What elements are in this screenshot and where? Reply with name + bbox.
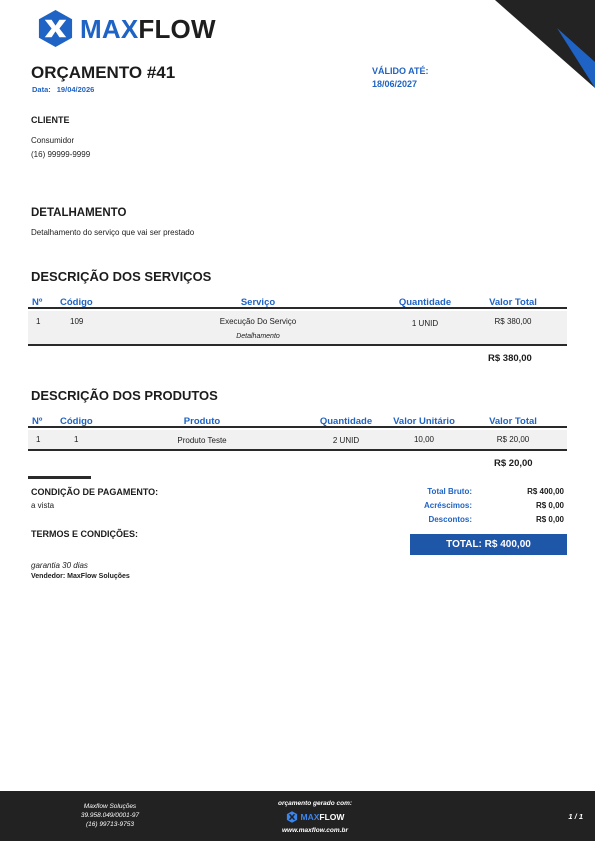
products-subtotal: R$ 20,00 [494, 458, 533, 469]
discounts-label: Descontos: [428, 515, 472, 524]
footer-logo-flow: FLOW [319, 812, 345, 822]
terms-value: garantia 30 dias [31, 561, 88, 570]
corner-decoration [495, 0, 595, 88]
products-row-unit: 10,00 [413, 435, 435, 444]
services-col-service: Serviço [240, 297, 276, 308]
services-col-code: Código [60, 297, 93, 308]
footer-cnpj: 39.958.049/0001-97 [80, 812, 140, 819]
services-col-num: Nº [32, 297, 43, 308]
services-col-qty: Quantidade [398, 297, 452, 308]
details-heading: DETALHAMENTO [31, 207, 127, 219]
footer-generated-with: orçamento gerado com: [277, 800, 353, 807]
products-heading: DESCRIÇÃO DOS PRODUTOS [31, 388, 218, 403]
maxflow-logo-icon [36, 9, 75, 48]
services-row-num: 1 [36, 317, 41, 326]
products-col-code: Código [60, 416, 93, 427]
payment-heading: CONDIÇÃO DE PAGAMENTO: [31, 487, 159, 497]
footer-company-info [60, 802, 160, 829]
products-col-qty: Quantidade [319, 416, 373, 427]
services-row-detail: Detalhamento [236, 333, 280, 340]
gross-total-label: Total Bruto: [427, 487, 472, 496]
products-table-header [28, 416, 567, 428]
footer-company: Maxflow Soluções [83, 803, 137, 810]
products-row-qty: 2 UNID [332, 436, 360, 445]
footer-logo [248, 811, 382, 823]
products-row-code: 1 [74, 435, 79, 444]
client-heading: CLIENTE [31, 115, 70, 125]
products-row-total: R$ 20,00 [496, 435, 530, 444]
services-row-total: R$ 380,00 [494, 317, 532, 326]
logo-text-max: MAX [80, 13, 139, 44]
logo-wordmark [80, 13, 216, 44]
footer-phone: (16) 99713-9753 [85, 821, 135, 828]
products-col-product: Produto [183, 416, 221, 427]
discounts-value: R$ 0,00 [535, 515, 564, 524]
logo-text-flow: FLOW [138, 13, 216, 44]
footer-logo-wordmark [301, 812, 345, 822]
footer-generator [248, 800, 382, 834]
services-row-name: Execução Do Serviço [219, 317, 297, 326]
company-logo [36, 9, 216, 48]
services-row-qty: 1 UNID [411, 319, 439, 328]
seller-name: Vendedor: MaxFlow Soluções [31, 573, 130, 580]
section-divider [28, 476, 91, 479]
products-col-unit: Valor Unitário [393, 416, 455, 427]
valid-until-value: 18/06/2027 [372, 79, 418, 89]
quote-date-value: 19/04/2026 [56, 85, 95, 94]
grand-total-box: TOTAL: R$ 400,00 [410, 534, 567, 555]
services-subtotal: R$ 380,00 [488, 353, 532, 364]
payment-value: a vista [31, 501, 55, 510]
products-col-num: Nº [32, 416, 43, 427]
table-row [28, 311, 567, 346]
quote-date-label: Data: [32, 85, 51, 94]
page-number: 1 / 1 [568, 812, 583, 821]
quote-date [32, 85, 94, 94]
products-row-num: 1 [36, 435, 41, 444]
gross-total-value: R$ 400,00 [527, 487, 564, 496]
terms-heading: TERMOS E CONDIÇÕES: [31, 529, 139, 539]
table-row [28, 430, 567, 451]
products-col-total: Valor Total [489, 416, 537, 427]
footer-website: www.maxflow.com.br [282, 827, 348, 834]
services-table-header [28, 297, 567, 309]
footer-logo-max: MAX [300, 812, 320, 822]
services-row-code: 109 [70, 317, 84, 326]
services-heading: DESCRIÇÃO DOS SERVIÇOS [31, 269, 212, 284]
client-name: Consumidor [31, 136, 75, 145]
additions-value: R$ 0,00 [535, 501, 564, 510]
valid-until-label: VÁLIDO ATÉ: [372, 66, 429, 76]
products-row-name: Produto Teste [177, 436, 227, 445]
client-phone: (16) 99999-9999 [31, 150, 91, 159]
additions-label: Acréscimos: [423, 501, 472, 510]
page-footer [0, 791, 595, 841]
footer-logo-icon [286, 811, 298, 823]
details-text: Detalhamento do serviço que vai ser prestado [31, 228, 195, 237]
services-col-total: Valor Total [489, 297, 537, 308]
quote-title: ORÇAMENTO #41 [31, 63, 176, 82]
